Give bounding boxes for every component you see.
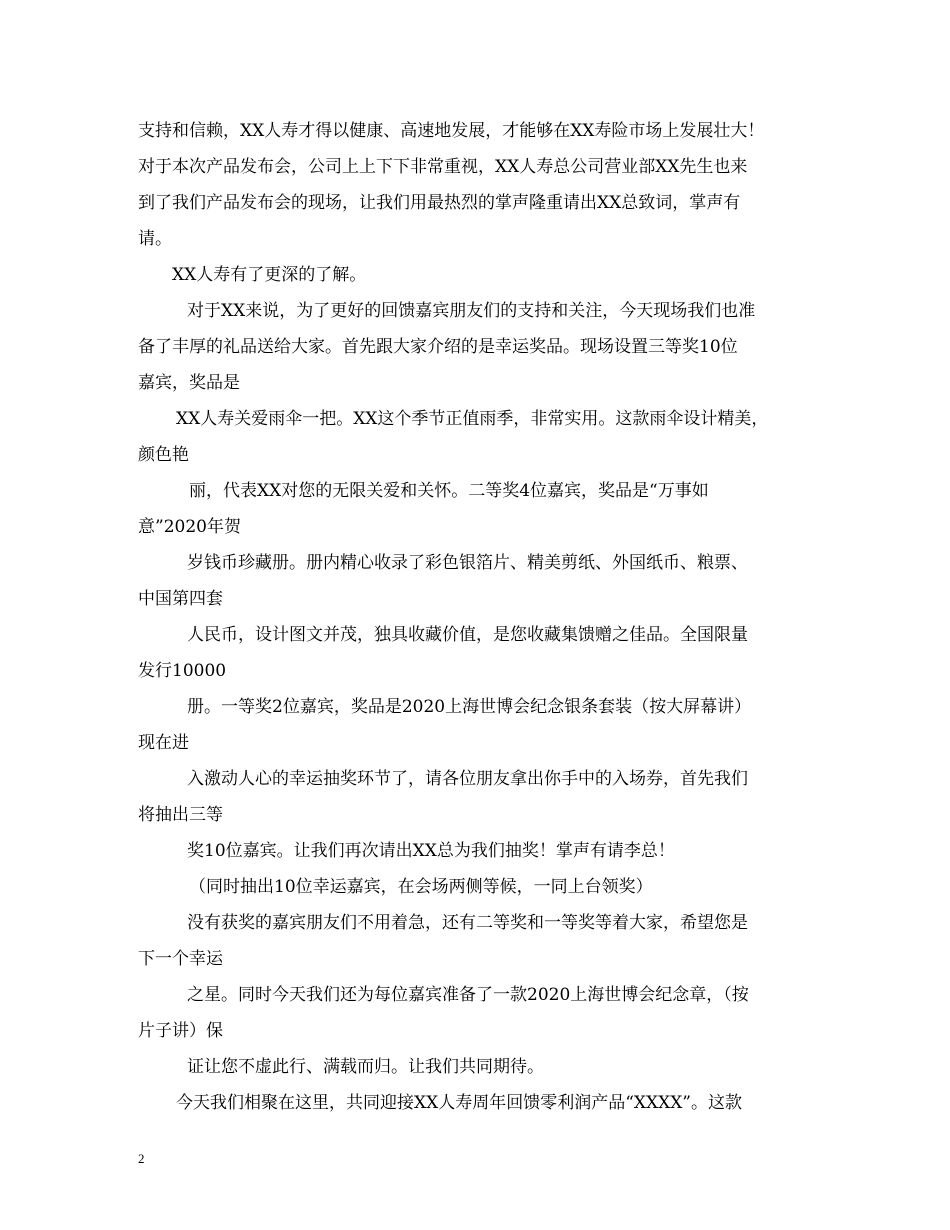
text-line: 嘉宾，奖品是 <box>138 373 240 393</box>
text-line: 颜色艳 <box>138 445 189 465</box>
text-line: 入激动人心的幸运抽奖环节了，请各位朋友拿出你手中的入场券，首先我们 <box>187 769 748 789</box>
text-line: 对于本次产品发布会，公司上上下下非常重视，XX人寿总公司营业部XX先生也来 <box>138 157 748 177</box>
text-line: 奖10位嘉宾。让我们再次请出XX总为我们抽奖！掌声有请李总！ <box>187 841 675 861</box>
text-line: XX人寿有了更深的了解。 <box>172 265 367 285</box>
text-line: 册。一等奖2位嘉宾，奖品是2020上海世博会纪念银条套装（按大屏幕讲） <box>187 697 752 717</box>
text-line: 请。 <box>138 229 172 249</box>
text-line: 片子讲）保 <box>138 1021 223 1041</box>
text-line: 发行10000 <box>138 661 227 681</box>
text-line: 证让您不虚此行、满载而归。让我们共同期待。 <box>187 1057 544 1077</box>
text-line: 没有获奖的嘉宾朋友们不用着急，还有二等奖和一等奖等着大家，希望您是 <box>187 913 748 933</box>
text-line: （同时抽出10位幸运嘉宾，在会场两侧等候，一同上台领奖） <box>189 877 653 897</box>
text-line: 下一个幸运 <box>138 949 223 969</box>
text-line: 中国第四套 <box>138 589 223 609</box>
page-number: 2 <box>138 1151 145 1166</box>
text-line: 之星。同时今天我们还为每位嘉宾准备了一款2020上海世博会纪念章，（按 <box>187 985 749 1005</box>
text-line: 岁钱币珍藏册。册内精心收录了彩色银箔片、精美剪纸、外国纸币、粮票、 <box>187 553 748 573</box>
text-line: 备了丰厚的礼品送给大家。首先跟大家介绍的是幸运奖品。现场设置三等奖10位 <box>138 337 738 357</box>
text-line: 支持和信赖，XX人寿才得以健康、高速地发展，才能够在XX寿险市场上发展壮大！ <box>138 121 765 141</box>
text-line: 今天我们相聚在这里，共同迎接XX人寿周年回馈零利润产品“XXXX”。这款 <box>176 1093 742 1113</box>
text-line: 意”2020年贺 <box>138 517 241 537</box>
text-line: XX人寿关爱雨伞一把。XX这个季节正值雨季，非常实用。这款雨伞设计精美， <box>176 409 769 429</box>
text-line: 人民币，设计图文并茂，独具收藏价值，是您收藏集馈赠之佳品。全国限量 <box>187 625 748 645</box>
text-line: 丽，代表XX对您的无限关爱和关怀。二等奖4位嘉宾，奖品是“万事如 <box>189 481 709 501</box>
text-line: 对于XX来说，为了更好的回馈嘉宾朋友们的支持和关注，今天现场我们也准 <box>187 301 756 321</box>
text-line: 现在进 <box>138 733 189 753</box>
text-line: 将抽出三等 <box>138 805 223 825</box>
text-line: 到了我们产品发布会的现场，让我们用最热烈的掌声隆重请出XX总致词，掌声有 <box>138 193 741 213</box>
